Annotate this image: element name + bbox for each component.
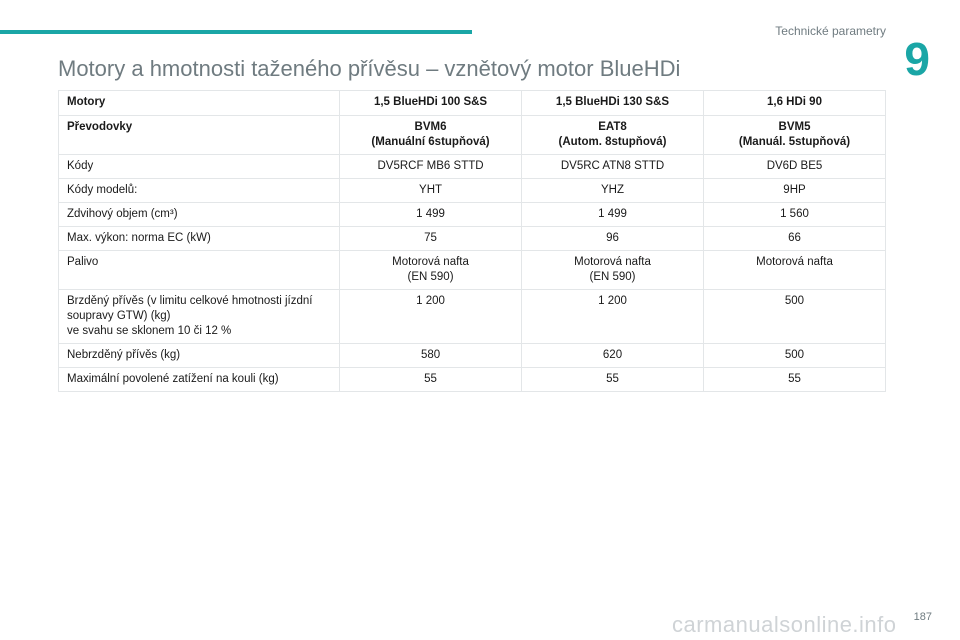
- row-label: Palivo: [59, 251, 340, 290]
- table-row: [59, 344, 886, 368]
- cell-line: (EN 590): [589, 271, 636, 283]
- table-cell: [522, 116, 704, 155]
- table-cell: [340, 116, 522, 155]
- table-cell: DV6D BE5: [703, 155, 885, 179]
- table-cell: [522, 251, 704, 290]
- row-label: Max. výkon: norma EC (kW): [59, 227, 340, 251]
- table-cell: 500: [703, 344, 885, 368]
- table-cell: 55: [703, 368, 885, 392]
- cell-line: Motorová nafta: [392, 256, 469, 268]
- table-cell: [340, 251, 522, 290]
- chapter-number: 9: [904, 33, 930, 85]
- cell-line: Brzděný přívěs (v limitu celkové hmotnosti jízdní: [67, 295, 313, 307]
- table-cell: YHZ: [522, 179, 704, 203]
- cell-line: EAT8: [598, 121, 627, 133]
- cell-line: BVM6: [414, 121, 447, 133]
- cell-line: ve svahu se sklonem 10 či 12 %: [67, 325, 232, 337]
- cell-line: (Manuál. 5stupňová): [738, 136, 851, 148]
- table-row-fuel: [59, 251, 886, 290]
- table-cell: 96: [522, 227, 704, 251]
- table-row: [59, 227, 886, 251]
- table-row: [59, 203, 886, 227]
- header-cell: 1,5 BlueHDi 130 S&S: [522, 91, 704, 116]
- engine-spec-table: [58, 90, 886, 392]
- table-cell: 1 499: [340, 203, 522, 227]
- table-cell: 500: [703, 290, 885, 344]
- table-cell: 1 560: [703, 203, 885, 227]
- cell-line: soupravy GTW) (kg): [67, 310, 171, 322]
- watermark: carmanualsonline.info: [672, 612, 897, 637]
- table-cell: 55: [522, 368, 704, 392]
- table-header-row: [59, 91, 886, 116]
- table-cell: 75: [340, 227, 522, 251]
- table-row: [59, 155, 886, 179]
- row-label: Maximální povolené zatížení na kouli (kg): [59, 368, 340, 392]
- table-row: [59, 368, 886, 392]
- table-cell: [703, 251, 885, 290]
- table-cell: 1 200: [522, 290, 704, 344]
- cell-line: (Manuální 6stupňová): [371, 136, 490, 148]
- table-cell: 1 200: [340, 290, 522, 344]
- cell-line: (EN 590): [407, 271, 454, 283]
- cell-line: BVM5: [778, 121, 811, 133]
- table-cell: DV5RCF MB6 STTD: [340, 155, 522, 179]
- cell-line: (Autom. 8stupňová): [558, 136, 667, 148]
- table-cell: 9HP: [703, 179, 885, 203]
- table-cell: DV5RC ATN8 STTD: [522, 155, 704, 179]
- table-row: [59, 179, 886, 203]
- table-cell: YHT: [340, 179, 522, 203]
- table-cell: 66: [703, 227, 885, 251]
- header-cell: Motory: [59, 91, 340, 116]
- header-accent-bar: [0, 30, 472, 34]
- table-row-braked-trailer: [59, 290, 886, 344]
- table-cell: 620: [522, 344, 704, 368]
- chapter-label: Technické parametry: [775, 24, 886, 38]
- table-cell: 55: [340, 368, 522, 392]
- table-cell: [703, 116, 885, 155]
- table-cell: 580: [340, 344, 522, 368]
- row-label: Nebrzděný přívěs (kg): [59, 344, 340, 368]
- row-label: Kódy: [59, 155, 340, 179]
- row-label: [59, 290, 340, 344]
- table-row-transmission: [59, 116, 886, 155]
- page-number: 187: [913, 611, 932, 623]
- row-label: Kódy modelů:: [59, 179, 340, 203]
- cell-line: Motorová nafta: [756, 256, 833, 268]
- row-label: Převodovky: [59, 116, 340, 155]
- page-title: Motory a hmotnosti taženého přívěsu – vznětový motor BlueHDi: [58, 56, 681, 81]
- table-cell: 1 499: [522, 203, 704, 227]
- header-cell: 1,6 HDi 90: [703, 91, 885, 116]
- row-label: Zdvihový objem (cm³): [59, 203, 340, 227]
- cell-line: Motorová nafta: [574, 256, 651, 268]
- header-cell: 1,5 BlueHDi 100 S&S: [340, 91, 522, 116]
